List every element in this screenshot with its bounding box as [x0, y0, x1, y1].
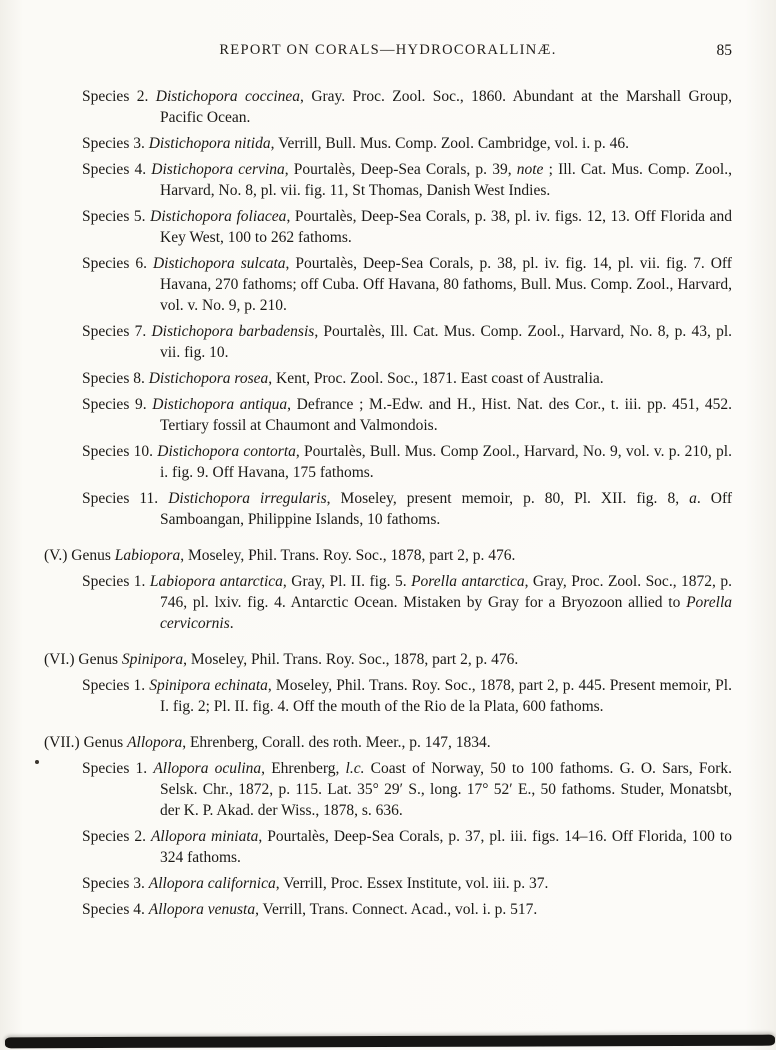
entry-text: , Verrill, Bull. Mus. Comp. Zool. Cambridge, vol. i. p. 46. [270, 135, 629, 152]
entry-text: (VII.) Genus [44, 734, 128, 751]
entry-text: , Gray, Pl. II. fig. 5. [282, 573, 412, 590]
entry-text: Species 2. [82, 828, 151, 845]
taxon-name: Distichopora foliacea [150, 208, 287, 225]
entry-text: , Pourtalès, Deep-Sea Corals, p. 39, [284, 161, 517, 178]
entry-text: Coast of Norway, 50 to 100 fathoms. G. O. Sars, Fork. Selsk. Chr., 1872, p. 115. Lat. 35° 29′ S., long. 17° 52′ E., 50 fathoms. Studer, Monatsbt, der K. P. Akad. der Wiss., 1878, s. 636. [160, 760, 732, 819]
entry-text: Species 7. [82, 323, 152, 340]
entry-text: , Pourtalès, Bull. Mus. Comp Zool., Harvard, No. 9, vol. v. p. 210, pl. i. fig. 9. Off Havana, 175 fathoms. [160, 443, 732, 481]
entry-text: Species 1. [82, 760, 154, 777]
taxon-name: Porella antarctica [411, 573, 525, 590]
entry-text: . Off Samboangan, Philippine Islands, 10 fathoms. [160, 490, 732, 528]
taxon-name: Spinipora [121, 651, 184, 668]
entry-text: , Moseley, present memoir, p. 80, Pl. XII. fig. 8, [326, 490, 690, 507]
species-entry [44, 321, 732, 363]
genus-entry [44, 649, 732, 670]
taxon-name: Distichopora antiqua [152, 396, 288, 413]
species-entry [44, 368, 732, 389]
species-entry [44, 675, 732, 717]
entry-text: , Pourtalès, Deep-Sea Corals, p. 37, pl. iii. figs. 14–16. Off Florida, 100 to 324 fathoms. [160, 828, 732, 866]
taxon-name: Distichopora sulcata [152, 255, 286, 272]
species-entry [44, 253, 732, 316]
taxon-name: Distichopora cervina [151, 161, 285, 178]
species-entry [44, 899, 732, 920]
entry-text: , Pourtalès, Ill. Cat. Mus. Comp. Zool., Harvard, No. 8, p. 43, pl. vii. fig. 10. [160, 323, 732, 361]
entry-text: , Verrill, Trans. Connect. Acad., vol. i. p. 517. [255, 901, 538, 918]
entry-text: Species 5. [82, 208, 151, 225]
entry-text: , Moseley, Phil. Trans. Roy. Soc., 1878, part 2, p. 476. [183, 651, 519, 668]
taxon-name: Allopora venusta [148, 901, 256, 918]
taxon-name: Porella cervicornis [160, 594, 732, 632]
entry-text: Species 4. [82, 161, 152, 178]
species-entry [44, 758, 732, 821]
taxon-name: Distichopora coccinea [155, 88, 301, 105]
taxon-name: Distichopora irregularis [168, 490, 327, 507]
taxon-name: l.c. [345, 760, 365, 777]
entry-text: Species 3. [82, 875, 149, 892]
species-entry [44, 394, 732, 436]
entry-text: Species 4. [82, 901, 149, 918]
entry-text: , Pourtalès, Deep-Sea Corals, p. 38, pl. iv. fig. 14, pl. vii. fig. 7. Off Havana, 270 fathoms; off Cuba. Off Havana, 80 fathoms, Bull. Mus. Comp. Zool., Harvard, vol. v. No. 9, p. 210. [160, 255, 732, 314]
taxon-name: Spinipora echinata [149, 677, 268, 694]
entries-list [44, 86, 732, 920]
genus-entry [44, 732, 732, 753]
species-entry [44, 873, 732, 894]
entry-text: Species 3. [82, 135, 149, 152]
taxon-name: Allopora miniata [150, 828, 259, 845]
taxon-name: Distichopora rosea [148, 370, 269, 387]
page-header [44, 42, 732, 62]
taxon-name: Allopora oculina [153, 760, 262, 777]
genus-entry [44, 545, 732, 566]
species-entry [44, 441, 732, 483]
running-title: REPORT ON CORALS—HYDROCORALLINÆ. [219, 42, 557, 58]
entry-text: Species 10. [82, 443, 158, 460]
entry-text: , Kent, Proc. Zool. Soc., 1871. East coast of Australia. [268, 370, 604, 387]
entry-text: , Gray. Proc. Zool. Soc., 1860. Abundant at the Marshall Group, Pacific Ocean. [160, 88, 732, 126]
species-entry [44, 206, 732, 248]
taxon-name: Labiopora antarctica [149, 573, 283, 590]
scan-speck-artifact [35, 760, 39, 764]
entry-text: Species 1. [82, 573, 150, 590]
entry-text: (VI.) Genus [44, 651, 122, 668]
species-entry [44, 488, 732, 530]
taxon-name: Allopora californica [148, 875, 276, 892]
entry-text: . [229, 615, 234, 632]
taxon-name: a [689, 490, 697, 507]
entry-text: Species 8. [82, 370, 149, 387]
entry-text: , Ehrenberg, Corall. des roth. Meer., p. 147, 1834. [182, 734, 491, 751]
taxon-name: Distichopora contorta [157, 443, 296, 460]
page-number: 85 [716, 42, 732, 59]
entry-text: , Moseley, Phil. Trans. Roy. Soc., 1878, part 2, p. 445. Present memoir, Pl. I. fig. 2; Pl. II. fig. 4. Off the mouth of the Rio de la Plata, 600 fathoms. [160, 677, 732, 715]
species-entry [44, 133, 732, 154]
taxon-name: Distichopora nitida [148, 135, 271, 152]
entry-text: , Moseley, Phil. Trans. Roy. Soc., 1878, part 2, p. 476. [180, 547, 516, 564]
entry-text: Species 9. [82, 396, 153, 413]
species-entry [44, 571, 732, 634]
entry-text: Species 6. [82, 255, 153, 272]
entry-text: ; Ill. Cat. Mus. Comp. Zool., Harvard, No. 8, pl. vii. fig. 11, St Thomas, Danish West Indies. [160, 161, 732, 199]
entry-text: Species 1. [82, 677, 150, 694]
entry-text: (V.) Genus [44, 547, 115, 564]
taxon-name: note [516, 161, 544, 178]
entry-text: , Verrill, Proc. Essex Institute, vol. iii. p. 37. [275, 875, 549, 892]
entry-text: , Defrance ; M.-Edw. and H., Hist. Nat. des Cor., t. iii. pp. 451, 452. Tertiary fossil at Chaumont and Valmondois. [160, 396, 732, 434]
taxon-name: Allopora [127, 734, 183, 751]
scan-edge-artifact [5, 1035, 775, 1049]
entry-text: , Ehrenberg, [261, 760, 346, 777]
entry-text: Species 2. [82, 88, 156, 105]
species-entry [44, 86, 732, 128]
taxon-name: Labiopora [114, 547, 181, 564]
entry-text: , Pourtalès, Deep-Sea Corals, p. 38, pl. iv. figs. 12, 13. Off Florida and Key West, 100 to 262 fathoms. [160, 208, 732, 246]
entry-text: , Gray, Proc. Zool. Soc., 1872, p. 746, pl. lxiv. fig. 4. Antarctic Ocean. Mistaken by Gray for a Bryozoon allied to [160, 573, 732, 611]
species-entry [44, 159, 732, 201]
species-entry [44, 826, 732, 868]
taxon-name: Distichopora barbadensis [151, 323, 315, 340]
entry-text: Species 11. [82, 490, 169, 507]
